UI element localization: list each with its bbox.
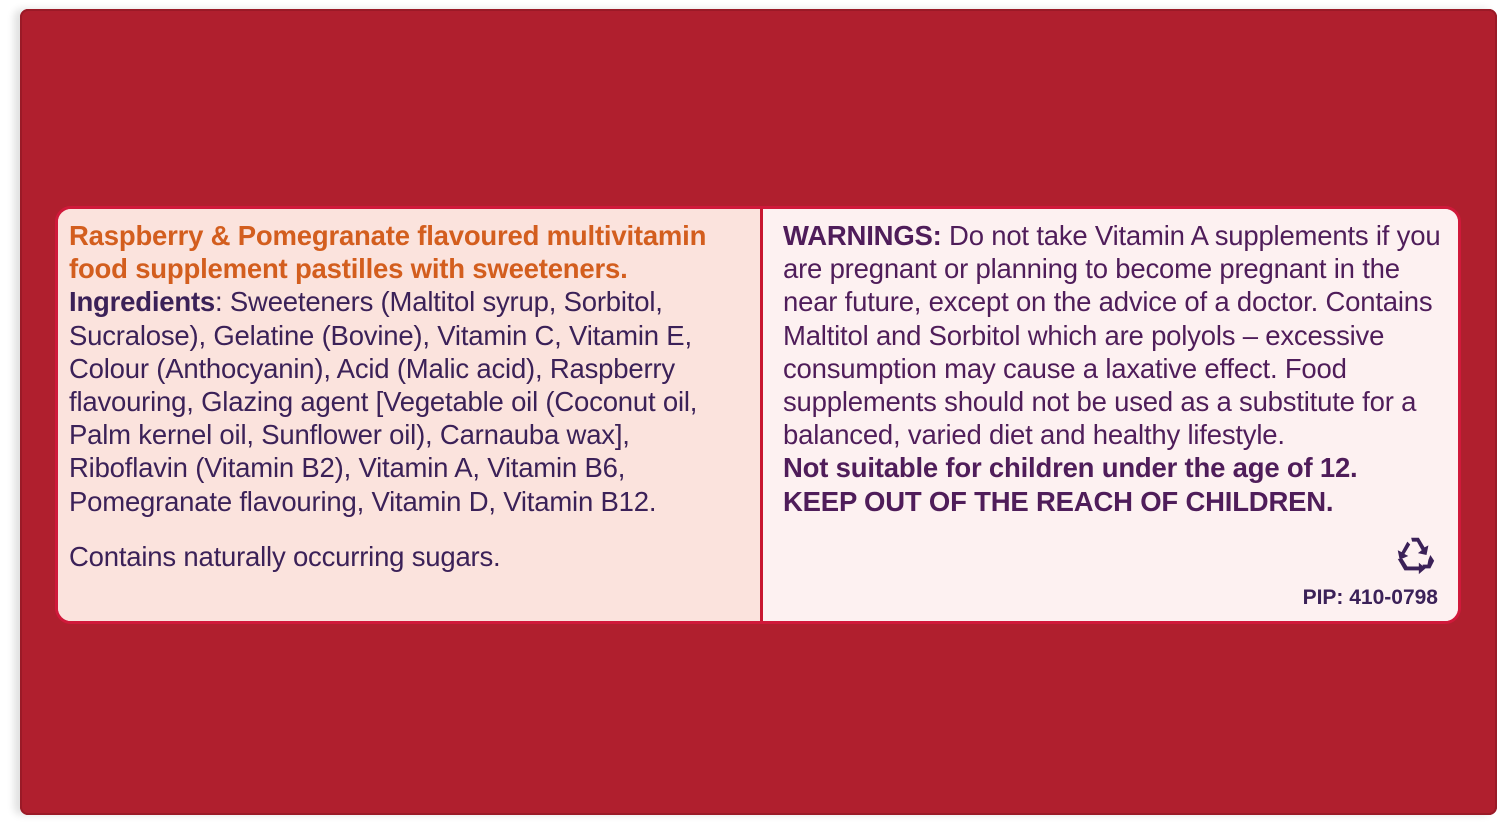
warnings-block bbox=[783, 219, 1448, 451]
ingredients-heading: Ingredients bbox=[69, 286, 216, 318]
ingredients-text: : Sweeteners (Maltitol syrup, Sorbitol, Sucralose), Gelatine (Bovine), Vitamin C, Vitamin E, Colour (Anthocyanin), Acid (Malic acid), Raspberry flavouring, Glazing agent [Vegetable oil (Coconut oil, Palm kernel oil, Sunflower oil), Carnauba wax], Riboflavin (Vitamin B2), Vitamin A, Vitamin B6, Pomegranate flavouring, Vitamin D, Vitamin B12. bbox=[69, 286, 698, 517]
warnings-heading: WARNINGS: bbox=[783, 220, 942, 251]
pip-code: PIP: 410-0798 bbox=[1302, 586, 1438, 609]
ingredients-block bbox=[69, 285, 754, 517]
recycle-icon bbox=[1392, 532, 1438, 578]
info-label-panel bbox=[55, 206, 1461, 624]
age-warning: Not suitable for children under the age of 12. bbox=[783, 452, 1358, 484]
warnings-column bbox=[763, 209, 1458, 621]
sugars-note: Contains naturally occurring sugars. bbox=[69, 540, 501, 572]
warnings-text: Do not take Vitamin A supplements if you are pregnant or planning to become pregnant in the near future, except on the advice of a doctor. Contains Maltitol and Sorbitol which are polyols – excessive consumption may cause a laxative effect. Food supplements should not be used as a substitute for a balanced, varied diet and healthy lifestyle. bbox=[783, 220, 1441, 451]
product-description: Raspberry & Pomegranate flavoured multivitamin food supplement pastilles with sweeteners. bbox=[69, 220, 707, 285]
keep-out-warning: KEEP OUT OF THE REACH OF CHILDREN. bbox=[783, 485, 1334, 517]
ingredients-column bbox=[58, 209, 760, 621]
